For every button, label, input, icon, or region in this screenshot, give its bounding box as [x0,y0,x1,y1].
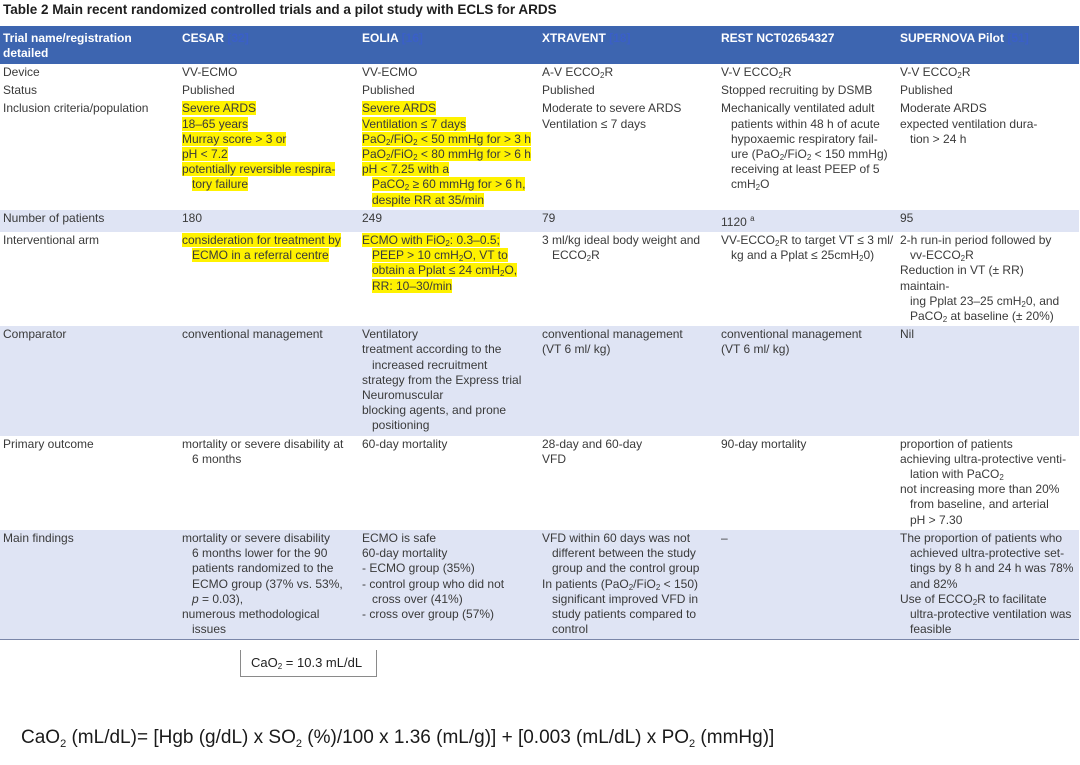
column-header-5 [897,26,1079,64]
cell-line: 18–65 years [182,116,249,131]
cell-line: tory failure [192,177,249,192]
cell-line: V-V $ECCO_2R$ [900,65,971,80]
cao2-result-box: CaO$_2$ = 10.3 mL/dL [240,650,377,677]
cell-line: 79 [542,210,556,225]
cell-line: from baseline, and arterial [910,497,1049,512]
cell-line: Moderate to severe ARDS [542,101,682,116]
cell-line: 6 months [192,451,242,466]
table-cell [718,100,897,209]
table-cell [897,64,1079,82]
cell-line: patients within 48 h of acute [731,116,880,131]
column-header-label: SUPERNOVA Pilot [900,31,1008,45]
cell-line: 1120 $^a$ [721,213,755,229]
cell-line: pH > 7.30 [910,512,963,527]
table-cell [897,82,1079,100]
table-cell [539,82,718,100]
table-cell [718,436,897,530]
table-row [0,436,1079,530]
cell-line: ECMO is safe [362,530,437,545]
cell-line: $ECCO_2R$ [552,248,600,264]
cell-line: obtain a Pplat ≤ 24 cmH$_2$O, [372,263,518,279]
cell-line: - control group who did not [362,576,505,591]
table-cell [718,82,897,100]
column-header-label: REST NCT02654327 [721,31,835,45]
cell-line: Ventilation ≤ 7 days [542,116,646,131]
cell-line: 2-h run-in period followed by [900,233,1052,248]
row-label: Comparator [0,326,179,435]
cell-line: 3 ml/kg ideal body weight and [542,233,701,248]
cell-line: conventional management [721,327,862,342]
cell-line: feasible [910,622,952,637]
table-cell [179,64,359,82]
cell-line: In patients (PaO$_2$/FiO$_2$ < 150) [542,576,698,592]
table-row [0,232,1079,326]
cell-line: tings by 8 h and 24 h was 78% [910,561,1074,576]
cell-line: $VV-ECCO_2R$ to target VT ≤ 3 ml/ [721,233,894,249]
cell-line: p = 0.03), [192,591,244,606]
cell-line: VFD within 60 days was not [542,530,691,545]
column-header-label: EOLIA [362,31,402,45]
table-caption: Table 2 Main recent randomized controlled trials and a pilot study with ECLS for ARDS [3,2,557,17]
cell-line: Stopped recruiting by DSMB [721,83,873,98]
cell-line: Published [542,83,595,98]
table-cell [359,436,539,530]
cell-line: Nil [900,327,914,342]
table-cell [179,232,359,326]
cell-line: $vv-ECCO_2R$ [910,248,974,264]
column-header-1 [179,26,359,64]
table-cell [359,64,539,82]
cell-line: Published [362,83,415,98]
column-header-label: XTRAVENT [542,31,610,45]
table-cell [359,210,539,232]
cell-line: cmH$_2$O [731,177,770,193]
cell-line: Published [182,83,235,98]
row-label: Main findings [0,530,179,640]
trials-table [0,26,1079,640]
reference-link[interactable]: [18] [609,31,631,45]
table-cell [897,436,1079,530]
table-cell [897,530,1079,640]
table-cell [179,210,359,232]
cell-line: pH < 7.25 with a [362,162,450,177]
cell-line: lation with PaCO$_2$ [910,467,1004,483]
cell-line: 60-day mortality [362,546,448,561]
table-cell [539,530,718,640]
table-cell [359,100,539,209]
cell-line: cross over (41%) [372,591,463,606]
cell-line: increased recruitment [372,357,488,372]
cell-line: ECMO group (37% vs. 53%, [192,576,343,591]
cell-line: numerous methodological [182,606,320,621]
table-row [0,530,1079,640]
cell-line: VV-ECMO [362,65,418,79]
cell-line: V-V $ECCO_2R$ [721,65,792,80]
table-row [0,100,1079,209]
cell-line: 180 [182,210,203,225]
table-cell [359,530,539,640]
cell-line: expected ventilation dura- [900,116,1038,131]
cell-line: Reduction in VT (± RR) maintain- [900,263,1028,293]
table-cell [539,100,718,209]
cell-line: control [552,622,589,637]
cell-line: PaO$_2$/FiO$_2$ < 50 mmHg for > 3 h [362,131,531,147]
table-cell [539,64,718,82]
cell-line: tion > 24 h [910,131,967,146]
cell-line: RR: 10–30/min [372,278,453,293]
cell-line: Ventilatory [362,327,419,342]
cell-line: VFD [542,451,566,466]
table-cell [179,326,359,435]
table-cell [718,326,897,435]
table-cell [179,530,359,640]
cell-line: PEEP > 10 cmH$_2$O, VT to [372,248,508,264]
cell-line: Murray score > 3 or [182,131,287,146]
cell-line: positioning [372,418,430,433]
cell-line: consideration for treatment by [182,233,341,248]
cell-line: - cross over group (57%) [362,606,495,621]
cell-line: Use of $ECCO_2R$ to facilitate [900,591,1047,607]
cell-line: Ventilation ≤ 7 days [362,116,466,131]
cell-line: ure (PaO$_2$/FiO$_2$ < 150 mmHg) [731,147,888,163]
table-cell [539,210,718,232]
table-row [0,82,1079,100]
table-cell [718,232,897,326]
cell-line: study patients compared to [552,606,697,621]
cell-line: despite RR at 35/min [372,192,485,207]
cell-line: Neuromuscular [362,388,444,403]
row-label: Inclusion criteria/population [3,101,149,116]
reference-link[interactable]: [16] [401,31,423,45]
cell-line: 95 [900,210,914,225]
cell-line: potentially reversible respira- [182,162,336,177]
cell-line: achieved ultra-protective set- [910,546,1065,561]
cell-line: PaCO$_2$ at baseline (± 20%) [910,309,1054,325]
column-header-2 [359,26,539,64]
row-label: Interventional arm [3,233,100,248]
row-label: Number of patients [0,210,179,232]
table-cell [718,530,897,640]
cell-line: patients randomized to the [192,561,334,576]
cell-line: strategy from the Express trial [362,372,522,387]
cell-line: hypoxaemic respiratory fail- [731,131,878,146]
cell-line: 90-day mortality [721,436,807,451]
cell-line: pH < 7.2 [182,147,228,162]
column-header-label: CESAR [182,31,228,45]
cell-line: (VT 6 ml/ kg) [542,342,611,357]
cell-line: receiving at least PEEP of 5 [731,162,880,177]
table-header-row [0,26,1079,64]
cell-line: ing Pplat 23–25 cmH$_2$0, and [910,293,1060,309]
cell-line: 249 [362,210,383,225]
cell-line: issues [192,622,227,637]
cell-line: PaCO$_2$ ≥ 60 mmHg for > 6 h, [372,177,526,193]
cell-line: The proportion of patients who [900,530,1063,545]
table-cell [539,436,718,530]
cell-line: A-V $ECCO_2R$ [542,65,614,80]
table-cell [897,100,1079,209]
table-row [0,210,1079,232]
cell-line: 28-day and 60-day [542,436,643,451]
table-cell [359,232,539,326]
cell-line: achieving ultra-protective venti- [900,451,1067,466]
cell-line: treatment according to the [362,342,502,357]
table-cell [179,82,359,100]
table-cell [539,232,718,326]
row-label: Status [3,83,38,98]
table-cell [897,232,1079,326]
table-cell [539,326,718,435]
cell-line: group and the control group [552,561,700,576]
cell-line: kg and a Pplat ≤ 25cmH$_2$0) [731,248,875,264]
table-cell [718,64,897,82]
table-cell [179,436,359,530]
reference-link[interactable]: [32] [227,31,249,45]
cell-line: VV-ECMO [182,65,238,79]
cell-line: ECMO with FiO$_2$: 0.3–0.5; [362,233,500,249]
cell-line: blocking agents, and prone [362,403,507,418]
cell-line: ECMO in a referral centre [192,248,329,263]
table-cell [897,210,1079,232]
cell-line: – [721,530,728,545]
column-header-0 [0,26,179,64]
cell-line: 60-day mortality [362,436,448,451]
column-header-3 [539,26,718,64]
cell-line: and 82% [910,576,958,591]
reference-link[interactable]: [51] [1007,31,1029,45]
cell-line: Severe ARDS [362,101,437,116]
table-cell [718,210,897,232]
cell-line: PaO$_2$/FiO$_2$ < 80 mmHg for > 6 h [362,147,531,163]
column-header-4 [718,26,897,64]
cell-line: Moderate ARDS [900,101,987,116]
row-label: Primary outcome [3,436,94,451]
cell-line: mortality or severe disability at [182,436,344,451]
cell-line: mortality or severe disability [182,530,331,545]
table-row [0,326,1079,435]
cell-line: - ECMO group (35%) [362,561,475,576]
cell-line: Severe ARDS [182,101,257,116]
column-header-label: Trial name/registration detailed [3,31,132,60]
cell-line: not increasing more than 20% [900,482,1060,497]
cao2-formula: CaO$_2$ (mL/dL)= [Hgb (g/dL) x $SO_2$ (%)/100 x 1.36 (mL/g)] + [0.003 (mL/dL) x $PO_2$ (mmHg)] [21,727,775,750]
row-label: Device [3,65,40,79]
table-cell [359,326,539,435]
cell-line: different between the study [552,546,696,561]
table-cell [897,326,1079,435]
cell-line: 6 months lower for the 90 [192,546,328,561]
cell-line: conventional management [182,327,323,342]
table-body [0,64,1079,640]
cell-line: (VT 6 ml/ kg) [721,342,790,357]
cell-line: Mechanically ventilated adult [721,101,875,116]
table-cell [179,100,359,209]
table-cell [359,82,539,100]
cell-line: Published [900,83,953,98]
table-row [0,64,1079,82]
cell-line: significant improved VFD in [552,591,699,606]
cell-line: ultra-protective ventilation was [910,606,1072,621]
cell-line: conventional management [542,327,683,342]
cell-line: proportion of patients [900,436,1013,451]
